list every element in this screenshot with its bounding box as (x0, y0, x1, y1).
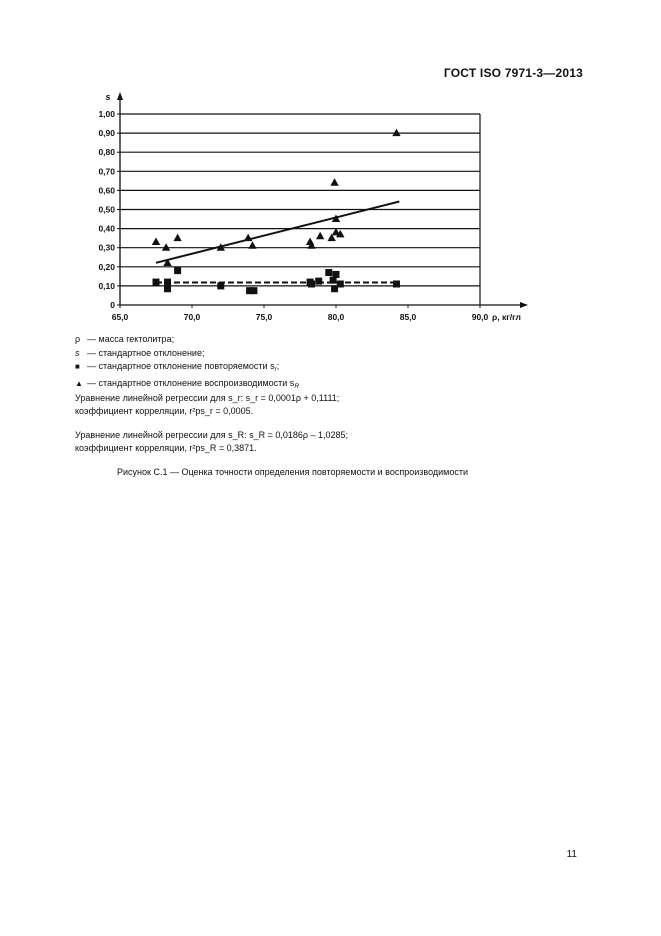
data-point-triangle (330, 178, 338, 186)
x-tick-label: 80,0 (327, 312, 345, 322)
trendline-reproducibility (156, 201, 399, 262)
page-number: 11 (566, 849, 577, 860)
data-point-square (250, 287, 257, 294)
legend-symbol: ρ (75, 334, 81, 344)
legend-rho (75, 333, 299, 347)
regression-sr-line1: Уравнение линейной регрессии для s_r: s_r = 0,0001ρ + 0,1111; (75, 393, 340, 403)
x-tick-label: 85,0 (399, 312, 417, 322)
legend-repeatability: ■ — стандартное отклонение повторяемости $s_r$; (75, 361, 280, 373)
y-axis-label: s (105, 92, 111, 102)
data-point-triangle (173, 234, 181, 242)
y-tick-label: 0,60 (98, 185, 115, 196)
regression-sr-line2: коэффициент корреляции, r²ps_r = 0,0005. (75, 405, 254, 416)
regression-sr (75, 392, 339, 417)
x-tick-label: 75,0 (255, 312, 273, 322)
legend-reproducibility (75, 377, 299, 394)
y-tick-label: 0 (110, 300, 115, 310)
data-point-triangle (162, 243, 170, 251)
legend-text: — стандартное отклонение воспроизводимости s (87, 377, 295, 388)
x-axis-arrow-icon (520, 302, 528, 308)
data-point-square (333, 271, 340, 278)
legend (75, 333, 299, 393)
data-point-square (308, 280, 315, 287)
regression-sR (75, 429, 348, 454)
figure-caption: Рисунок С.1 — Оценка точности определения повторяемости и воспроизводимости (117, 467, 469, 477)
legend-s (75, 347, 299, 361)
regression-sR-line2: коэффициент корреляции, r²ps_R = 0,3871. (75, 442, 257, 453)
x-axis-label: ρ, кг/гл (492, 312, 521, 322)
data-point-triangle (152, 237, 160, 245)
scatter-chart (0, 0, 661, 330)
square-icon: ■ (75, 362, 80, 371)
y-tick-label: 0,80 (98, 147, 115, 158)
y-axis-arrow-icon (117, 92, 123, 100)
trend-layer (156, 201, 399, 282)
y-tick-label: 0,70 (98, 166, 115, 177)
data-point-square (217, 282, 224, 289)
regression-sR-line1: Уравнение линейной регрессии для s_R: s_R = 0,0186ρ – 1,0285; (75, 430, 349, 440)
grid-layer (120, 114, 480, 286)
data-point-square (164, 285, 171, 292)
data-point-square (337, 280, 344, 287)
labels-layer (98, 92, 520, 322)
data-point-square (315, 278, 322, 285)
data-point-square (325, 269, 332, 276)
data-point-triangle (316, 232, 324, 240)
legend-subscript: r (274, 366, 277, 373)
x-tick-label: 70,0 (183, 312, 201, 322)
data-point-square (164, 279, 171, 286)
data-point-triangle (306, 237, 314, 245)
data-point-square (393, 280, 400, 287)
legend-text: — масса гектолитра; (87, 334, 175, 344)
y-tick-label: 0,30 (98, 242, 115, 253)
y-tick-label: 0,50 (98, 204, 115, 215)
data-point-square (153, 279, 160, 286)
data-point-triangle (248, 241, 256, 249)
y-tick-label: 0,40 (98, 223, 115, 234)
legend-text: — стандартное отклонение повторяемости s (87, 361, 275, 371)
axes-layer (117, 92, 528, 308)
y-tick-label: 0,90 (98, 128, 115, 139)
y-tick-label: 1,00 (98, 109, 115, 119)
y-tick-label: 0,10 (98, 280, 115, 291)
x-tick-label: 65,0 (111, 312, 129, 322)
data-point-triangle (244, 234, 252, 242)
y-tick-label: 0,20 (98, 261, 115, 272)
document-id: ГОСТ ISO 7971-3—2013 (443, 66, 583, 80)
x-tick-label: 90,0 (471, 312, 489, 322)
data-point-square (174, 267, 181, 274)
legend-symbol: s (75, 347, 80, 358)
data-point-triangle (392, 129, 400, 137)
legend-subscript: R (294, 382, 300, 390)
legend-text: — стандартное отклонение; (87, 347, 205, 358)
triangle-icon: ▲ (75, 378, 83, 388)
